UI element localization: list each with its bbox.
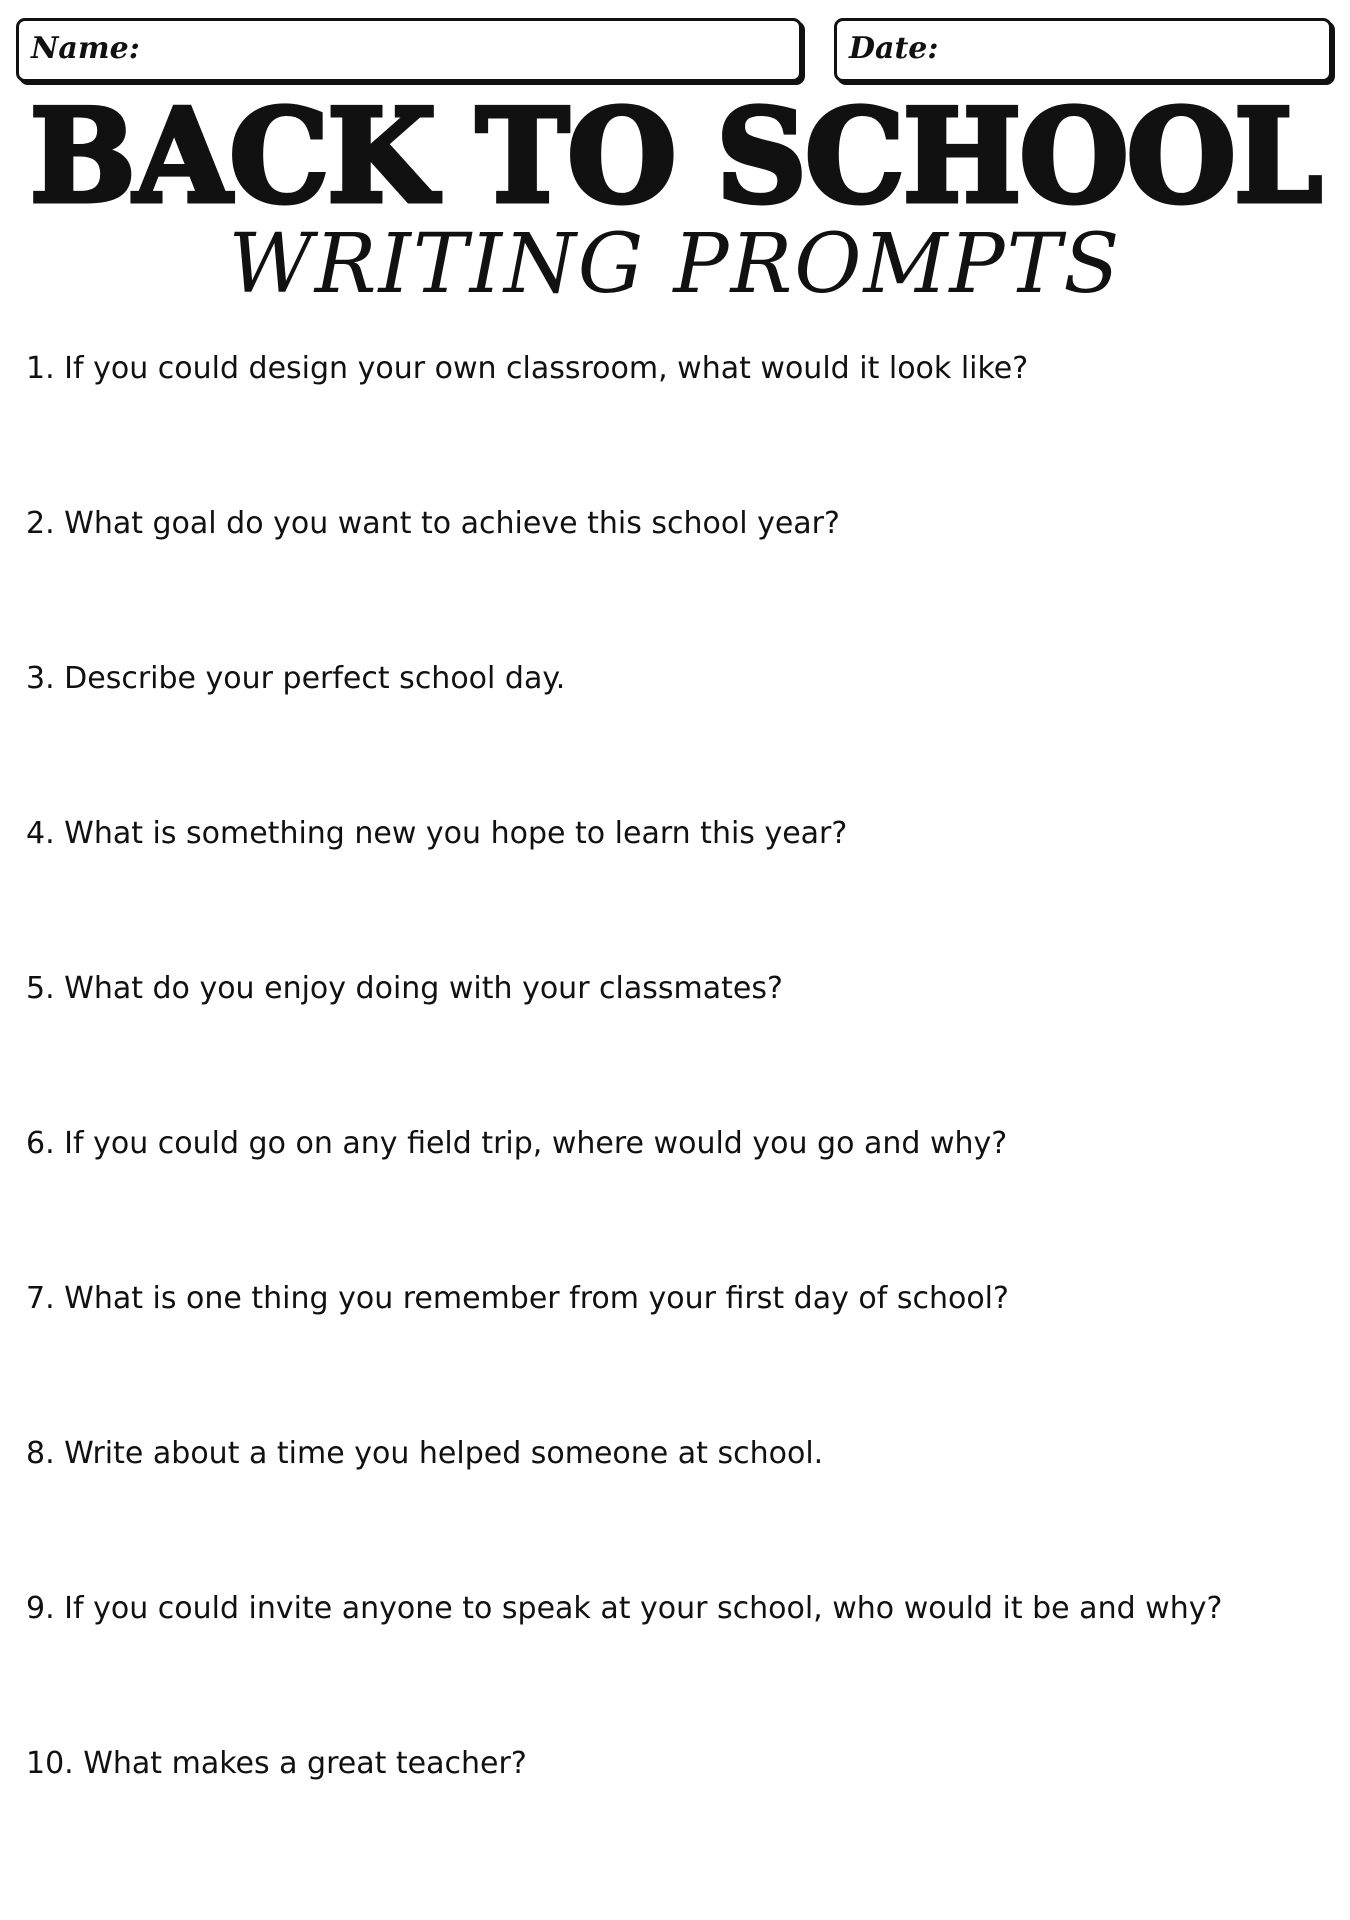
prompt-item-8: 8. Write about a time you helped someone at school. [26, 1436, 824, 1471]
prompt-item-9: 9. If you could invite anyone to speak at your school, who would it be and why? [26, 1591, 1223, 1626]
name-input[interactable] [127, 29, 787, 71]
page-title: BACK TO SCHOOL [29, 82, 1321, 232]
prompt-item-1: 1. If you could design your own classroom, what would it look like? [26, 351, 1029, 386]
prompt-item-5: 5. What do you enjoy doing with your classmates? [26, 971, 783, 1006]
prompt-item-2: 2. What goal do you want to achieve this school year? [26, 506, 840, 541]
prompt-item-3: 3. Describe your perfect school day. [26, 661, 566, 696]
page-subtitle: WRITING PROMPTS [228, 217, 1122, 312]
prompt-list [26, 346, 1336, 1896]
prompt-item-6: 6. If you could go on any field trip, where would you go and why? [26, 1126, 1008, 1161]
date-input[interactable] [927, 29, 1317, 71]
date-field-box [834, 18, 1332, 82]
date-label: Date: [849, 31, 939, 66]
prompt-item-7: 7. What is one thing you remember from your first day of school? [26, 1281, 1009, 1316]
name-field-box [16, 18, 802, 82]
prompt-item-4: 4. What is something new you hope to learn this year? [26, 816, 848, 851]
prompt-item-10: 10. What makes a great teacher? [26, 1746, 527, 1781]
name-label: Name: [31, 31, 140, 66]
